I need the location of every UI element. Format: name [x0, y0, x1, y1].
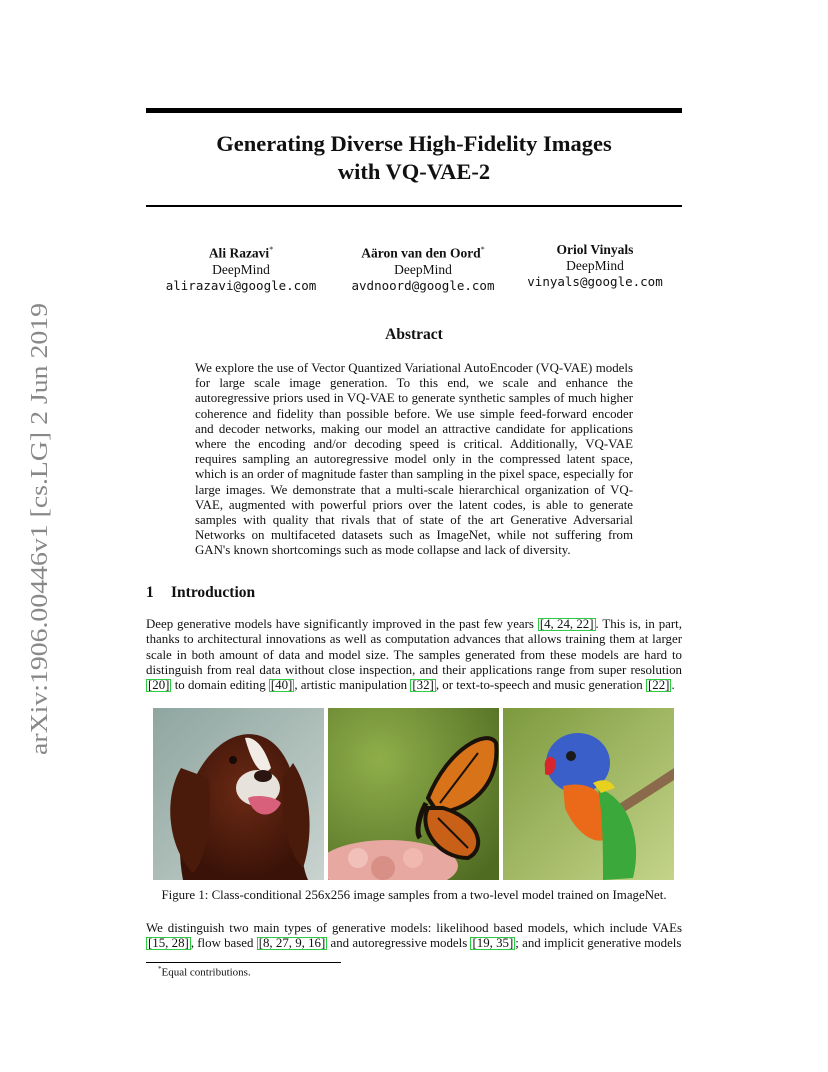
abstract-heading: Abstract [385, 326, 443, 343]
figure-1 [153, 708, 674, 880]
figure-caption: Figure 1: Class-conditional 256x256 image samples from a two-level model trained on ImageNet. [161, 888, 667, 902]
second-paragraph: We distinguish two main types of generative models: likelihood based models, which include VAEs [15, 28] , flow based [8, 27, 9, 16] and autoregressive models [19, 35] ; and implicit generative models [146, 921, 682, 951]
arxiv-stamp-text: arXiv:1906.00446v1 [cs.LG] 2 Jun 2019 [27, 364, 53, 755]
citation-link[interactable]: [22] [647, 678, 670, 693]
author-affiliation: DeepMind [212, 261, 270, 277]
paper-title [146, 130, 682, 186]
author-email[interactable]: alirazavi@google.com [165, 277, 317, 293]
author-name: Aäron van den Oord* [361, 245, 485, 261]
author-name: Oriol Vinyals [556, 242, 634, 257]
author-email[interactable]: avdnoord@google.com [351, 277, 495, 293]
arxiv-stamp [17, 300, 57, 760]
citation-link[interactable]: [15, 28] [148, 936, 189, 951]
section-title: Introduction [171, 584, 256, 601]
author-email[interactable]: vinyals@google.com [527, 274, 663, 289]
section-heading [146, 584, 255, 602]
author-block [510, 242, 680, 290]
citation-link[interactable]: [32] [412, 678, 434, 693]
author-affiliation: DeepMind [566, 258, 624, 273]
citation-link[interactable]: [19, 35] [472, 936, 514, 951]
footnote: *Equal contributions. [158, 965, 251, 979]
citation-link[interactable]: [8, 27, 9, 16] [258, 936, 326, 951]
intro-paragraph: Deep generative models have significantly improved in the past few years [4, 24, 22] . This is, in part, thanks to architectural innovations as well as computation advances that allows training them at larger scale in both amount of data and model size. The samples generated from these models are hard to distinguish from real data without close inspection, and their applications range from super resolution [20] to domain editing [40] , artistic manipulation [32] , or text-to-speech and music generation [22] . [146, 617, 682, 693]
title-line-2: with VQ-VAE-2 [337, 159, 491, 184]
title-bottom-rule [146, 205, 682, 207]
butterfly-image [328, 708, 499, 880]
section-number: 1 [146, 584, 154, 601]
author-block [338, 242, 508, 294]
citation-link[interactable]: [40] [270, 678, 293, 693]
citation-link[interactable]: [4, 24, 22] [539, 617, 594, 631]
author-block [156, 242, 326, 294]
title-top-rule [146, 108, 682, 113]
abstract-text: We explore the use of Vector Quantized Variational AutoEncoder (VQ-VAE) models for large scale image generation. To this end, we scale and enhance the autoregressive priors used in VQ-VAE to generate synthetic samples of much higher coherence and fidelity than possible before. We use simple feed-forward encoder and decoder networks, making our model an attractive candidate for applications where the encoding and/or decoding speed is critical. Additionally, VQ-VAE requires sampling an autoregressive model only in the compressed latent space, which is an order of magnitude faster than sampling in the pixel space, especially for large images. We demonstrate that a multi-scale hierarchical organization of VQ-VAE, augmented with powerful priors over the latent codes, is able to generate samples with quality that rivals that of state of the art Generative Adversarial Networks on multifaceted datasets such as ImageNet, while not suffering from GAN's known shortcomings such as mode collapse and lack of diversity. [195, 361, 633, 558]
parrot-image [503, 708, 674, 880]
title-line-1: Generating Diverse High-Fidelity Images [216, 131, 612, 156]
author-affiliation: DeepMind [394, 261, 452, 277]
footnote-rule [146, 962, 341, 963]
dog-image [153, 708, 324, 880]
citation-link[interactable]: [20] [148, 678, 170, 693]
author-name: Ali Razavi* [208, 245, 274, 261]
